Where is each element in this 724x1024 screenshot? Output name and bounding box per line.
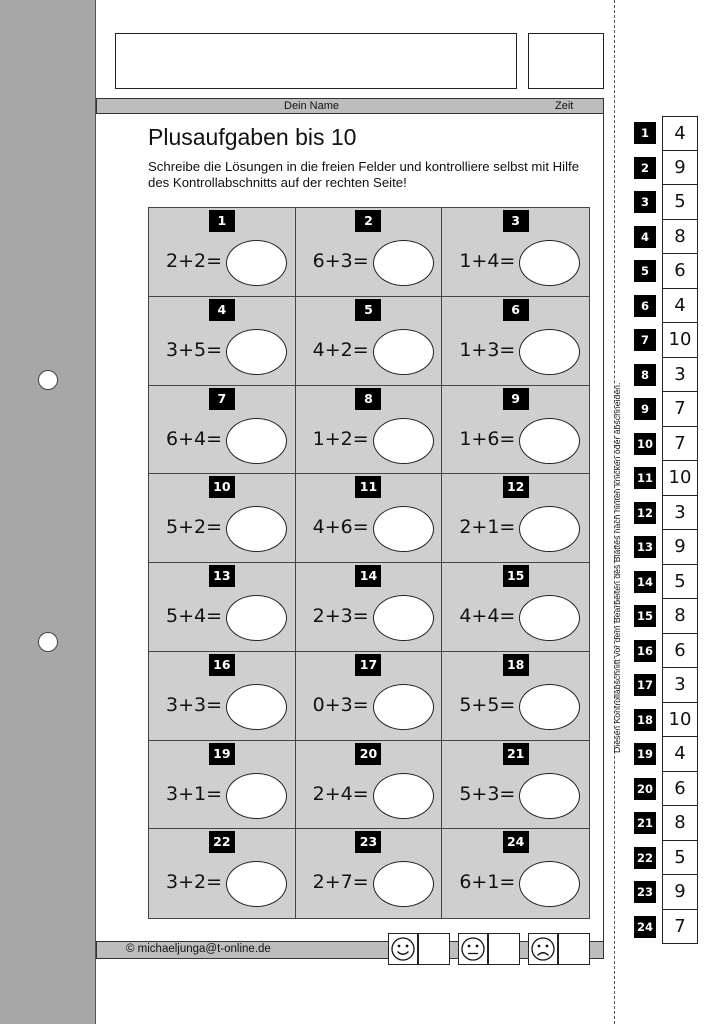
answer-oval[interactable]	[373, 506, 434, 552]
task-number: 13	[209, 565, 235, 587]
task-cell	[149, 297, 296, 386]
task-number: 10	[209, 476, 235, 498]
answer-key-solution: 4	[662, 737, 698, 772]
task-equation: 6+3=	[312, 250, 369, 272]
task-number: 11	[355, 476, 381, 498]
task-equation: 2+7=	[312, 871, 369, 894]
answer-key-row	[634, 392, 698, 427]
task-cell	[149, 652, 296, 741]
answer-key-solution: 7	[662, 910, 698, 945]
task-cell	[296, 474, 443, 563]
answer-key-row	[634, 875, 698, 910]
task-equation: 0+3=	[312, 693, 369, 716]
task-number: 23	[355, 831, 381, 853]
answer-key-row	[634, 116, 698, 151]
answer-key-row	[634, 254, 698, 289]
task-cell	[442, 474, 589, 563]
task-cell	[442, 741, 589, 830]
answer-key-number: 4	[634, 226, 656, 248]
answer-key-solution: 9	[662, 530, 698, 565]
smiling-face-icon[interactable]	[388, 933, 418, 965]
task-equation: 4+2=	[312, 338, 369, 361]
task-cell	[296, 652, 443, 741]
instructions: Schreibe die Lösungen in die freien Felder und kontrolliere selbst mit Hilfe des Kontrollabschnitts auf der rechten Seite!	[148, 159, 580, 190]
answer-key-solution: 9	[662, 875, 698, 910]
task-equation: 3+3=	[166, 693, 223, 716]
answer-key-row	[634, 910, 698, 945]
task-cell	[442, 652, 589, 741]
answer-key-number: 17	[634, 674, 656, 696]
answer-key-row	[634, 703, 698, 738]
answer-key-row	[634, 289, 698, 324]
answer-key-number: 5	[634, 260, 656, 282]
answer-key-solution: 5	[662, 841, 698, 876]
answer-oval[interactable]	[373, 418, 434, 464]
answer-oval[interactable]	[226, 329, 287, 375]
task-number: 2	[355, 210, 381, 232]
task-equation: 4+6=	[312, 516, 369, 539]
name-field[interactable]	[115, 33, 517, 89]
answer-key-solution: 3	[662, 358, 698, 393]
answer-key-row	[634, 668, 698, 703]
answer-key-row	[634, 427, 698, 462]
task-cell	[442, 563, 589, 652]
answer-key	[634, 116, 698, 944]
answer-key-number: 11	[634, 467, 656, 489]
task-cell	[296, 297, 443, 386]
answer-key-row	[634, 565, 698, 600]
answer-key-number: 3	[634, 191, 656, 213]
answer-key-solution: 10	[662, 703, 698, 738]
task-cell	[296, 208, 443, 297]
answer-oval[interactable]	[226, 773, 287, 819]
answer-key-number: 10	[634, 433, 656, 455]
answer-key-solution: 4	[662, 116, 698, 151]
task-equation: 6+4=	[166, 427, 223, 450]
answer-oval[interactable]	[373, 773, 434, 819]
answer-key-number: 23	[634, 881, 656, 903]
task-equation: 1+6=	[459, 427, 516, 450]
task-number: 21	[503, 743, 529, 765]
task-equation: 2+1=	[459, 516, 516, 539]
answer-oval[interactable]	[519, 329, 580, 375]
task-cell	[149, 829, 296, 918]
task-cell	[149, 208, 296, 297]
task-number: 1	[209, 210, 235, 232]
answer-oval[interactable]	[519, 418, 580, 464]
answer-key-number: 14	[634, 571, 656, 593]
answer-key-solution: 3	[662, 668, 698, 703]
cut-instruction: Diesen Kontrollabschnitt vor dem Bearbeiten des Blattes nach hinten knicken oder abschneiden.	[612, 382, 622, 753]
task-number: 15	[503, 565, 529, 587]
answer-key-row	[634, 151, 698, 186]
answer-oval[interactable]	[373, 684, 434, 730]
answer-key-row	[634, 530, 698, 565]
answer-key-solution: 7	[662, 427, 698, 462]
answer-key-row	[634, 841, 698, 876]
answer-oval[interactable]	[373, 240, 434, 286]
task-number: 14	[355, 565, 381, 587]
task-cell	[149, 474, 296, 563]
answer-key-row	[634, 599, 698, 634]
task-number: 16	[209, 654, 235, 676]
time-field[interactable]	[528, 33, 604, 89]
answer-key-row	[634, 737, 698, 772]
task-equation: 3+5=	[166, 338, 223, 361]
answer-key-number: 19	[634, 743, 656, 765]
punch-hole	[38, 370, 58, 390]
task-cell	[149, 741, 296, 830]
task-cell	[442, 386, 589, 475]
task-cell	[296, 386, 443, 475]
task-equation: 1+2=	[312, 427, 369, 450]
answer-key-solution: 4	[662, 289, 698, 324]
punch-hole	[38, 632, 58, 652]
answer-key-number: 21	[634, 812, 656, 834]
answer-key-row	[634, 220, 698, 255]
answer-key-solution: 6	[662, 634, 698, 669]
answer-key-number: 16	[634, 640, 656, 662]
answer-oval[interactable]	[373, 595, 434, 641]
neutral-face-icon[interactable]	[458, 933, 488, 965]
answer-oval[interactable]	[519, 595, 580, 641]
answer-key-number: 1	[634, 122, 656, 144]
answer-oval[interactable]	[226, 240, 287, 286]
answer-key-number: 18	[634, 709, 656, 731]
answer-key-number: 7	[634, 329, 656, 351]
rating-box-ok[interactable]	[488, 933, 520, 965]
answer-key-solution: 10	[662, 323, 698, 358]
answer-key-number: 2	[634, 157, 656, 179]
task-equation: 5+2=	[166, 516, 223, 539]
task-equation: 3+1=	[166, 782, 223, 805]
task-cell	[296, 829, 443, 918]
task-number: 5	[355, 299, 381, 321]
answer-key-number: 15	[634, 605, 656, 627]
task-equation: 3+2=	[166, 871, 223, 894]
answer-key-number: 22	[634, 847, 656, 869]
answer-key-row	[634, 634, 698, 669]
answer-key-number: 8	[634, 364, 656, 386]
task-equation: 2+2=	[166, 250, 223, 272]
answer-key-solution: 10	[662, 461, 698, 496]
answer-key-number: 9	[634, 398, 656, 420]
answer-oval[interactable]	[226, 418, 287, 464]
answer-key-number: 6	[634, 295, 656, 317]
task-equation: 2+4=	[312, 782, 369, 805]
task-cell	[442, 297, 589, 386]
header-label-bar	[96, 98, 604, 114]
copyright: © michaeljunga@t-online.de	[126, 943, 271, 955]
rating-box-good[interactable]	[418, 933, 450, 965]
task-number: 8	[355, 388, 381, 410]
time-label: Zeit	[555, 100, 574, 112]
answer-key-solution: 3	[662, 496, 698, 531]
task-cell	[442, 208, 589, 297]
task-cell	[149, 563, 296, 652]
task-cell	[296, 741, 443, 830]
rating-box-bad[interactable]	[558, 933, 590, 965]
task-number: 9	[503, 388, 529, 410]
answer-key-number: 13	[634, 536, 656, 558]
sad-face-icon[interactable]	[528, 933, 558, 965]
task-equation: 5+3=	[459, 782, 516, 805]
task-number: 6	[503, 299, 529, 321]
answer-key-solution: 6	[662, 772, 698, 807]
answer-key-row	[634, 496, 698, 531]
answer-oval[interactable]	[226, 861, 287, 907]
task-number: 7	[209, 388, 235, 410]
answer-key-solution: 7	[662, 392, 698, 427]
answer-key-row	[634, 772, 698, 807]
task-number: 24	[503, 831, 529, 853]
task-cell	[296, 563, 443, 652]
task-number: 18	[503, 654, 529, 676]
answer-oval[interactable]	[519, 240, 580, 286]
answer-key-solution: 8	[662, 806, 698, 841]
task-cell	[442, 829, 589, 918]
task-number: 4	[209, 299, 235, 321]
task-grid	[148, 207, 590, 919]
answer-oval[interactable]	[226, 506, 287, 552]
answer-key-row	[634, 806, 698, 841]
binder-strip	[0, 0, 96, 1024]
answer-key-row	[634, 323, 698, 358]
answer-key-solution: 9	[662, 151, 698, 186]
task-cell	[149, 386, 296, 475]
page-title: Plusaufgaben bis 10	[148, 124, 357, 150]
task-number: 19	[209, 743, 235, 765]
answer-key-number: 20	[634, 778, 656, 800]
task-number: 22	[209, 831, 235, 853]
task-number: 20	[355, 743, 381, 765]
answer-key-number: 24	[634, 916, 656, 938]
answer-oval[interactable]	[373, 329, 434, 375]
task-equation: 2+3=	[312, 605, 369, 627]
answer-oval[interactable]	[519, 506, 580, 552]
task-equation: 6+1=	[459, 871, 516, 894]
answer-oval[interactable]	[519, 684, 580, 730]
answer-key-row	[634, 358, 698, 393]
task-number: 12	[503, 476, 529, 498]
answer-key-solution: 5	[662, 185, 698, 220]
answer-oval[interactable]	[519, 773, 580, 819]
answer-key-row	[634, 461, 698, 496]
task-number: 3	[503, 210, 529, 232]
answer-key-solution: 6	[662, 254, 698, 289]
task-equation: 1+3=	[459, 338, 516, 361]
answer-key-solution: 8	[662, 220, 698, 255]
answer-oval[interactable]	[519, 861, 580, 907]
answer-key-number: 12	[634, 502, 656, 524]
task-equation: 5+5=	[459, 693, 516, 716]
answer-oval[interactable]	[226, 684, 287, 730]
answer-key-row	[634, 185, 698, 220]
answer-oval[interactable]	[226, 595, 287, 641]
task-number: 17	[355, 654, 381, 676]
answer-key-solution: 8	[662, 599, 698, 634]
answer-key-solution: 5	[662, 565, 698, 600]
name-label: Dein Name	[284, 100, 340, 112]
answer-oval[interactable]	[373, 861, 434, 907]
task-equation: 1+4=	[459, 250, 516, 272]
task-equation: 4+4=	[459, 605, 516, 627]
task-equation: 5+4=	[166, 605, 223, 627]
